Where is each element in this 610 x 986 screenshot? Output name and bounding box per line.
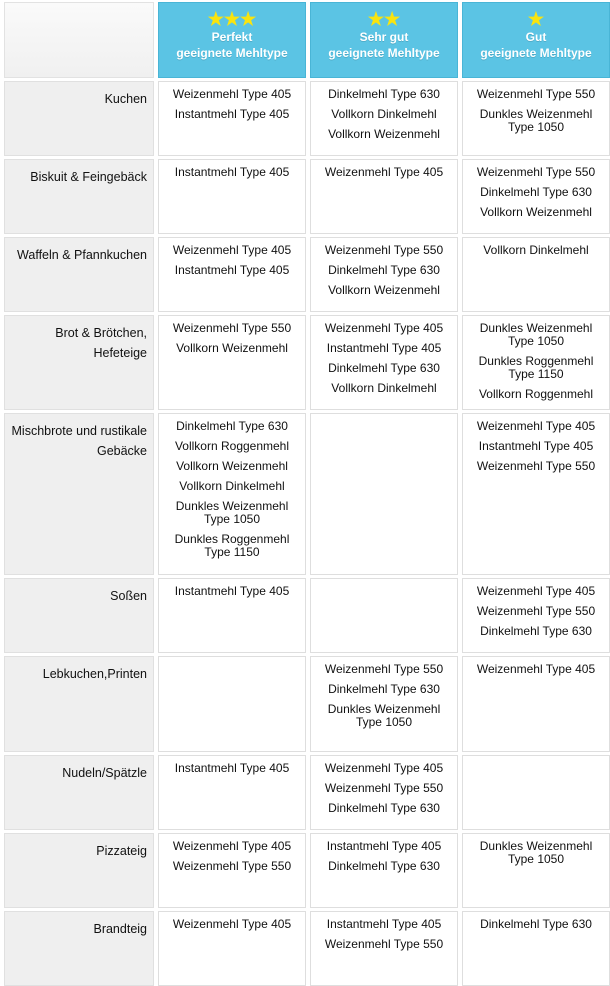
flour-entry: Dunkles Roggenmehl Type 1150	[174, 532, 290, 559]
flour-entry: Vollkorn Weizenmehl	[328, 283, 440, 297]
cell-sehr-gut	[310, 315, 458, 410]
three-stars-icon: ★★★	[207, 9, 257, 29]
cell-perfekt	[158, 755, 306, 830]
flour-entry: Dinkelmehl Type 630	[328, 361, 440, 375]
row-label: Lebkuchen,Printen	[4, 656, 154, 752]
flour-entry: Dunkles Weizenmehl Type 1050	[479, 107, 593, 134]
cell-perfekt	[158, 159, 306, 234]
flour-entry: Weizenmehl Type 405	[476, 584, 596, 598]
flour-entry: Dunkles Weizenmehl Type 1050	[479, 839, 593, 866]
cell-perfekt	[158, 81, 306, 156]
one-star-icon: ★	[527, 9, 545, 29]
flour-entry: Weizenmehl Type 405	[172, 839, 292, 853]
row-label: Nudeln/Spätzle	[4, 755, 154, 830]
cell-perfekt	[158, 413, 306, 575]
flour-entry: Instantmehl Type 405	[174, 761, 290, 775]
flour-entry: Dinkelmehl Type 630	[480, 917, 592, 931]
row-label: Biskuit & Feingebäck	[4, 159, 154, 234]
row-label: Brot & Brötchen, Hefeteige	[4, 315, 154, 410]
flour-entry: Weizenmehl Type 550	[324, 662, 444, 676]
cell-sehr-gut	[310, 911, 458, 986]
flour-entry: Vollkorn Dinkelmehl	[331, 107, 437, 121]
two-stars-icon: ★★	[367, 9, 401, 29]
flour-entry: Weizenmehl Type 405	[172, 87, 292, 101]
flour-entry: Weizenmehl Type 550	[172, 859, 292, 873]
flour-entry: Vollkorn Roggenmehl	[174, 439, 290, 453]
flour-entry: Weizenmehl Type 550	[476, 165, 596, 179]
flour-entry: Dinkelmehl Type 630	[480, 624, 592, 638]
cell-gut	[462, 755, 610, 830]
flour-entry: Weizenmehl Type 405	[172, 917, 292, 931]
flour-entry: Weizenmehl Type 550	[476, 87, 596, 101]
header-gut-line1: Gut	[525, 30, 547, 44]
flour-entry: Dinkelmehl Type 630	[328, 87, 440, 101]
cell-sehr-gut	[310, 656, 458, 752]
flour-entry: Vollkorn Weizenmehl	[328, 127, 440, 141]
cell-sehr-gut	[310, 81, 458, 156]
header-perfekt	[158, 2, 306, 78]
row-label: Brandteig	[4, 911, 154, 986]
flour-entry: Dunkles Weizenmehl Type 1050	[479, 321, 593, 348]
flour-entry: Weizenmehl Type 550	[324, 243, 444, 257]
flour-entry: Weizenmehl Type 405	[172, 243, 292, 257]
header-sehr-gut-line2: geeignete Mehltype	[328, 46, 440, 60]
flour-entry: Vollkorn Dinkelmehl	[179, 479, 285, 493]
flour-entry: Weizenmehl Type 550	[172, 321, 292, 335]
flour-entry: Instantmehl Type 405	[478, 439, 594, 453]
flour-entry: Vollkorn Weizenmehl	[176, 459, 288, 473]
flour-entry: Instantmehl Type 405	[174, 263, 290, 277]
cell-gut	[462, 315, 610, 410]
row-label: Kuchen	[4, 81, 154, 156]
flour-entry: Vollkorn Roggenmehl	[478, 387, 594, 401]
cell-gut	[462, 81, 610, 156]
flour-entry: Instantmehl Type 405	[174, 584, 290, 598]
cell-perfekt	[158, 237, 306, 312]
header-gut	[462, 2, 610, 78]
flour-entry: Vollkorn Dinkelmehl	[331, 381, 437, 395]
flour-entry: Weizenmehl Type 550	[476, 604, 596, 618]
flour-entry: Weizenmehl Type 405	[324, 321, 444, 335]
cell-gut	[462, 159, 610, 234]
row-label: Pizzateig	[4, 833, 154, 908]
flour-entry: Dunkles Weizenmehl Type 1050	[327, 702, 441, 729]
header-gut-line2: geeignete Mehltype	[480, 46, 592, 60]
header-perfekt-line2: geeignete Mehltype	[176, 46, 288, 60]
flour-entry: Dinkelmehl Type 630	[328, 682, 440, 696]
flour-entry: Vollkorn Weizenmehl	[176, 341, 288, 355]
header-sehr-gut	[310, 2, 458, 78]
cell-perfekt	[158, 833, 306, 908]
flour-entry: Instantmehl Type 405	[174, 107, 290, 121]
flour-entry: Dinkelmehl Type 630	[176, 419, 288, 433]
cell-gut	[462, 237, 610, 312]
flour-entry: Weizenmehl Type 550	[476, 459, 596, 473]
cell-gut	[462, 911, 610, 986]
header-sehr-gut-line1: Sehr gut	[359, 30, 409, 44]
flour-entry: Instantmehl Type 405	[326, 839, 442, 853]
cell-perfekt	[158, 911, 306, 986]
header-perfekt-line1: Perfekt	[211, 30, 253, 44]
flour-entry: Weizenmehl Type 550	[324, 781, 444, 795]
cell-gut	[462, 578, 610, 653]
cell-gut	[462, 833, 610, 908]
cell-sehr-gut	[310, 237, 458, 312]
flour-entry: Weizenmehl Type 405	[324, 761, 444, 775]
flour-entry: Dinkelmehl Type 630	[328, 859, 440, 873]
cell-sehr-gut	[310, 755, 458, 830]
flour-entry: Dunkles Roggenmehl Type 1150	[478, 354, 594, 381]
row-label: Soßen	[4, 578, 154, 653]
cell-perfekt	[158, 578, 306, 653]
flour-entry: Instantmehl Type 405	[174, 165, 290, 179]
cell-perfekt	[158, 315, 306, 410]
flour-entry: Weizenmehl Type 405	[476, 662, 596, 676]
cell-sehr-gut	[310, 578, 458, 653]
cell-sehr-gut	[310, 413, 458, 575]
cell-sehr-gut	[310, 833, 458, 908]
flour-entry: Instantmehl Type 405	[326, 341, 442, 355]
row-label: Waffeln & Pfannkuchen	[4, 237, 154, 312]
cell-perfekt	[158, 656, 306, 752]
flour-entry: Dinkelmehl Type 630	[328, 801, 440, 815]
flour-entry: Weizenmehl Type 405	[476, 419, 596, 433]
flour-entry: Instantmehl Type 405	[326, 917, 442, 931]
cell-gut	[462, 656, 610, 752]
flour-entry: Weizenmehl Type 405	[324, 165, 444, 179]
cell-sehr-gut	[310, 159, 458, 234]
table-corner	[4, 2, 154, 78]
flour-entry: Vollkorn Dinkelmehl	[483, 243, 589, 257]
cell-gut	[462, 413, 610, 575]
flour-entry: Vollkorn Weizenmehl	[480, 205, 592, 219]
flour-entry: Weizenmehl Type 550	[324, 937, 444, 951]
row-label: Mischbrote und rustikale Gebäcke	[4, 413, 154, 575]
flour-entry: Dinkelmehl Type 630	[480, 185, 592, 199]
flour-entry: Dinkelmehl Type 630	[328, 263, 440, 277]
flour-entry: Dunkles Weizenmehl Type 1050	[175, 499, 289, 526]
